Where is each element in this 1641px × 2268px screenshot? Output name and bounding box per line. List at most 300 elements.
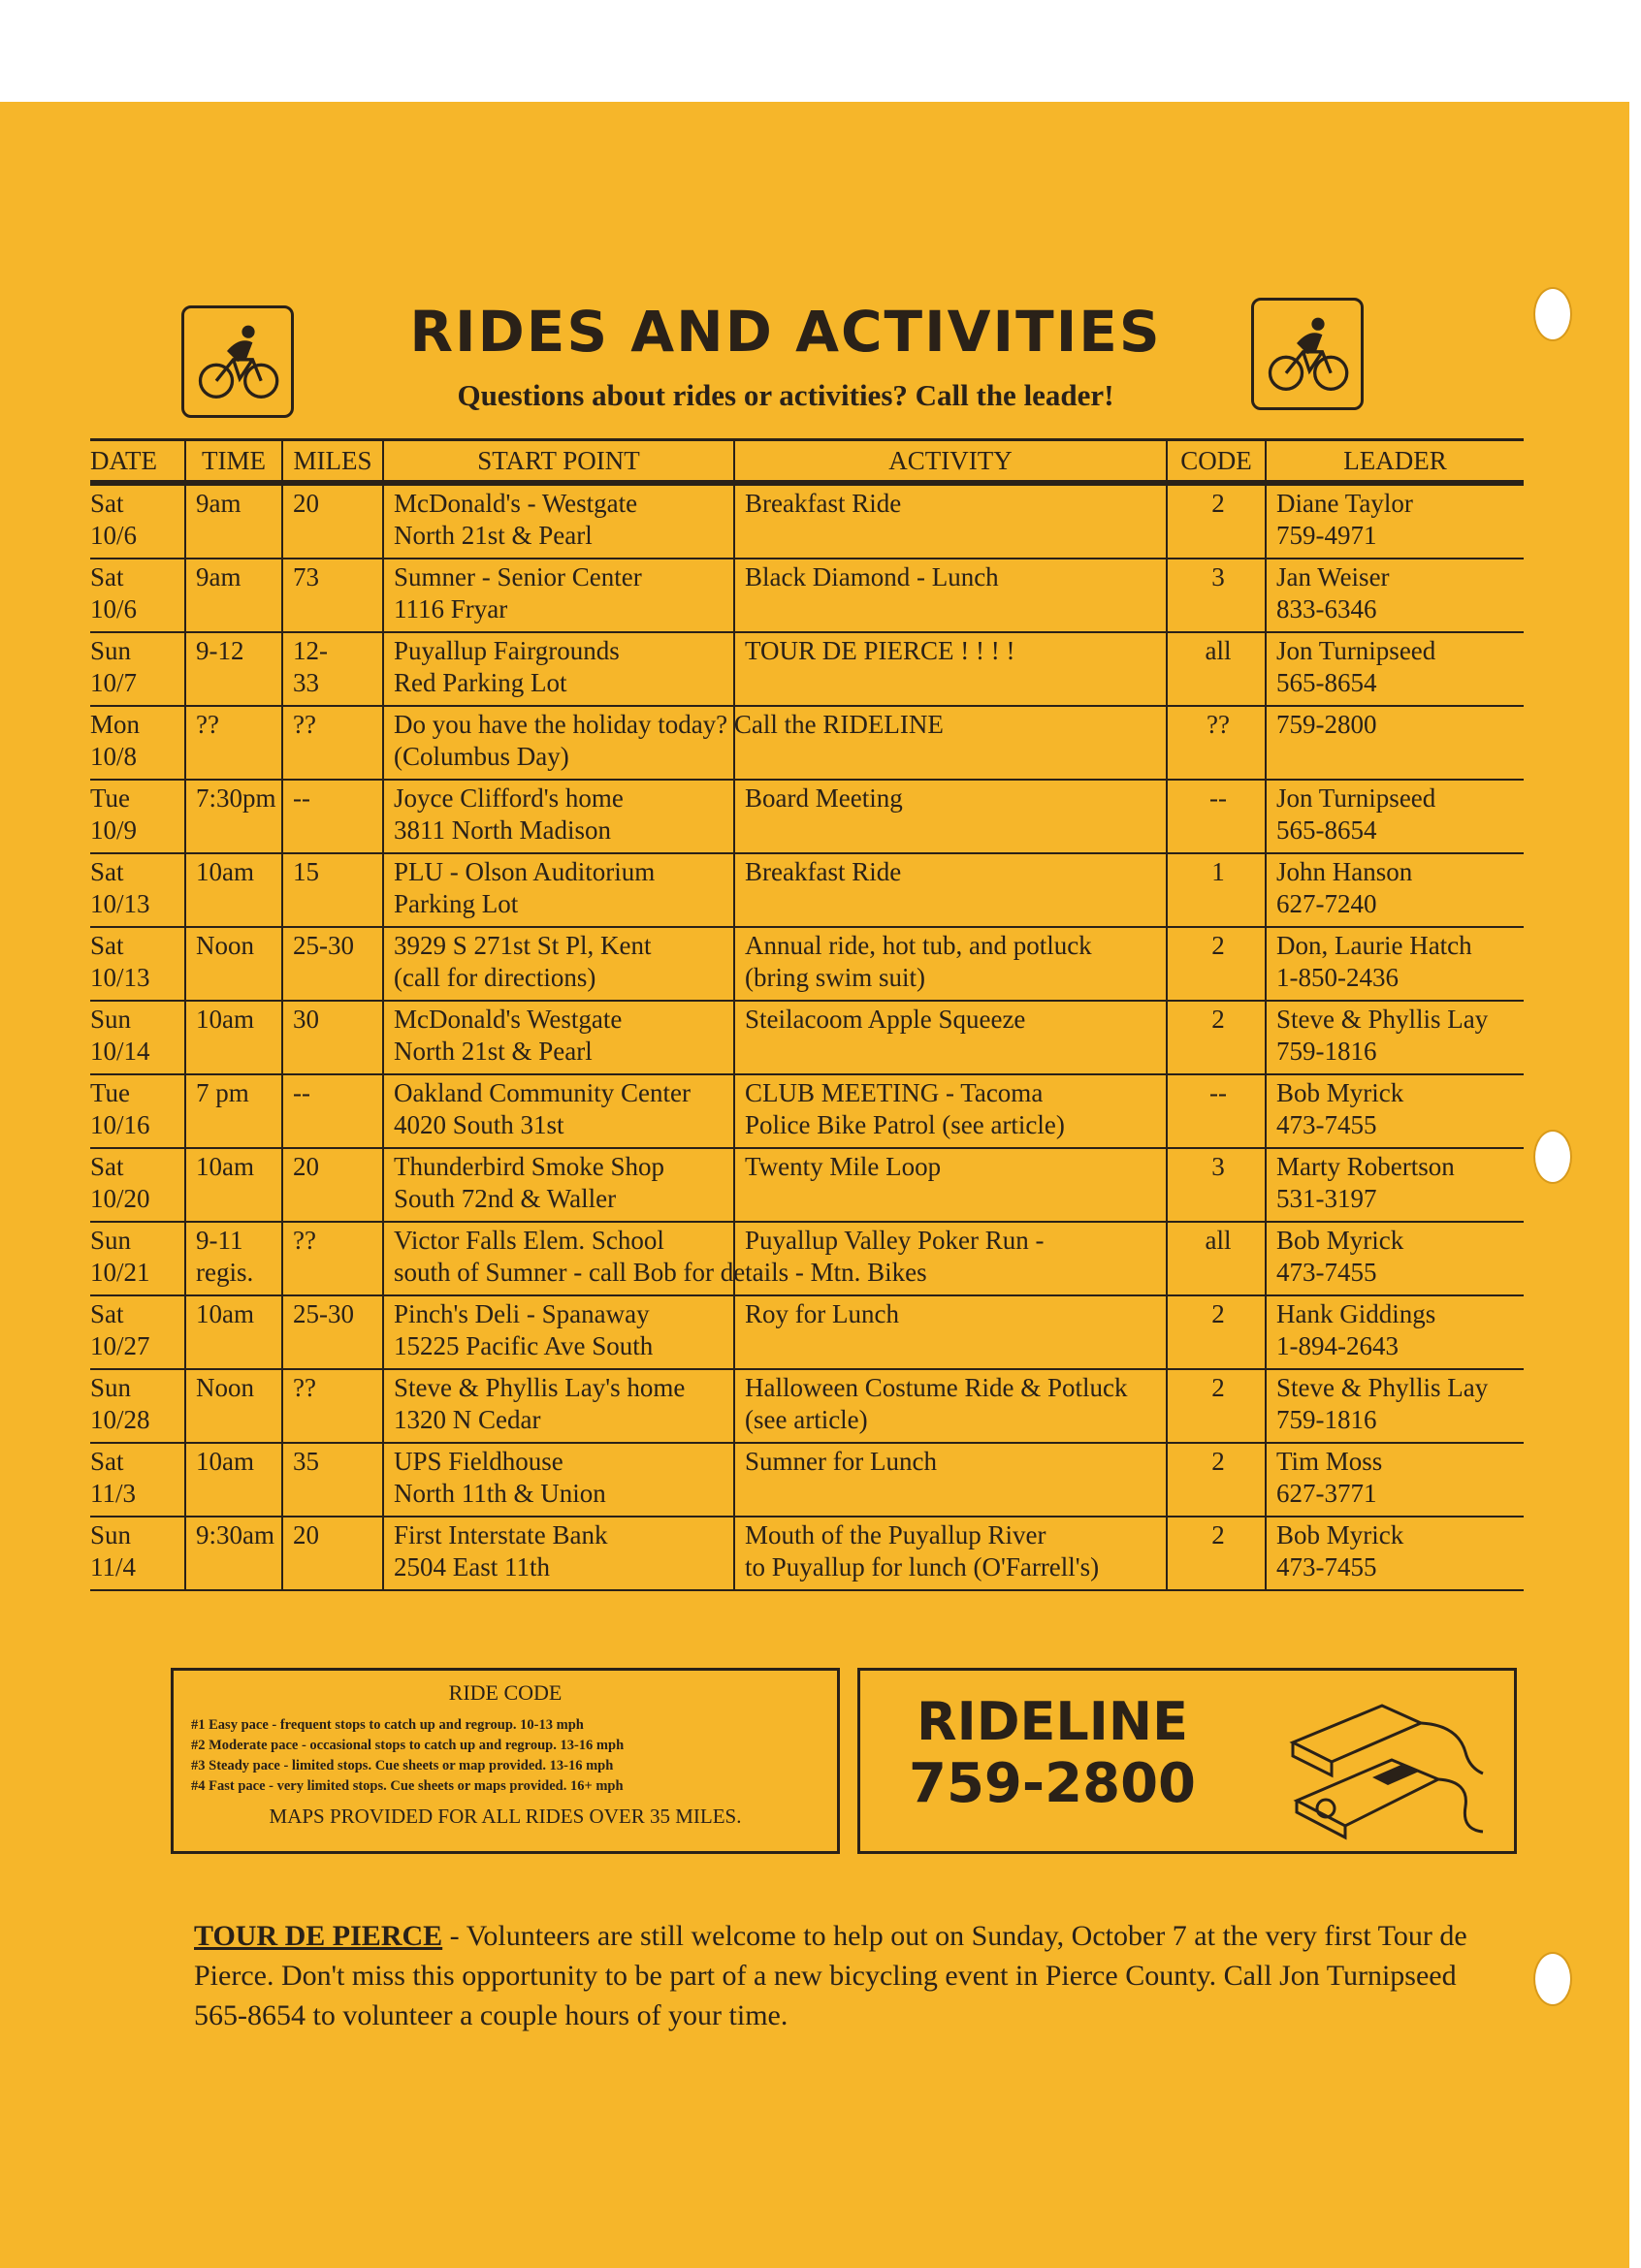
date-cell — [90, 559, 185, 632]
cell-line: Marty Robertson — [1276, 1152, 1455, 1181]
table-row — [90, 1001, 1524, 1074]
cell-line: Pinch's Deli - Spanaway — [394, 1299, 650, 1328]
cell-line: Mouth of the Puyallup River — [745, 1520, 1046, 1549]
cell-line: 10/28 — [90, 1405, 150, 1434]
table-row — [90, 1295, 1524, 1369]
table-row — [90, 632, 1524, 706]
cell-line: Mon — [90, 710, 141, 739]
cell-line: Roy for Lunch — [745, 1299, 899, 1328]
punch-hole — [1533, 1130, 1572, 1184]
table-row — [90, 780, 1524, 853]
leader-cell — [1266, 1001, 1524, 1074]
cyclist-icon — [1251, 298, 1364, 410]
date-cell — [90, 1148, 185, 1222]
cell-line: Sat — [90, 562, 124, 591]
cell-line: First Interstate Bank — [394, 1520, 608, 1549]
table-row — [90, 927, 1524, 1001]
time-cell — [185, 1148, 282, 1222]
cell-line: 1-850-2436 — [1276, 963, 1399, 992]
cell-line: Sun — [90, 1226, 132, 1255]
cell-line: 15225 Pacific Ave South — [394, 1331, 654, 1360]
code-cell — [1167, 1295, 1266, 1369]
table-row — [90, 706, 1524, 780]
activity-cell — [734, 632, 1167, 706]
cell-line: 20 — [293, 1152, 319, 1181]
code-cell — [1167, 706, 1266, 780]
cell-line: Do you have the holiday today? Call the RIDELINE — [394, 710, 944, 739]
leader-cell — [1266, 853, 1524, 927]
cell-line: Puyallup Fairgrounds — [394, 636, 620, 665]
date-cell — [90, 632, 185, 706]
column-header-code: CODE — [1167, 440, 1266, 484]
cell-line: ?? — [1207, 710, 1230, 739]
start-point-cell — [383, 1074, 734, 1148]
cell-line: Joyce Clifford's home — [394, 783, 624, 813]
cell-line: Steve & Phyllis Lay — [1276, 1005, 1489, 1034]
miles-cell — [282, 1517, 383, 1590]
ride-code-item: #4 Fast pace - very limited stops. Cue sheets or maps provided. 16+ mph — [191, 1778, 624, 1794]
cell-line: Thunderbird Smoke Shop — [394, 1152, 664, 1181]
start-point-cell — [383, 483, 734, 559]
cell-line: Tim Moss — [1276, 1447, 1383, 1476]
ride-code-legend — [171, 1668, 840, 1854]
cell-line: 4020 South 31st — [394, 1110, 564, 1139]
start-point-cell — [383, 780, 734, 853]
cell-line: Twenty Mile Loop — [745, 1152, 942, 1181]
cell-line: 1-894-2643 — [1276, 1331, 1399, 1360]
date-cell — [90, 483, 185, 559]
cell-line: Noon — [196, 1373, 254, 1402]
table-row — [90, 483, 1524, 559]
table-row — [90, 1074, 1524, 1148]
date-cell — [90, 1517, 185, 1590]
cell-line: Sun — [90, 636, 132, 665]
cell-line: -- — [1209, 783, 1227, 813]
start-point-cell — [383, 1148, 734, 1222]
leader-cell — [1266, 1074, 1524, 1148]
page-subtitle: Questions about rides or activities? Call the leader! — [457, 378, 1114, 412]
ride-code-title: RIDE CODE — [448, 1680, 563, 1705]
cell-line: 1320 N Cedar — [394, 1405, 541, 1434]
cell-line: 9-12 — [196, 636, 244, 665]
start-point-cell — [383, 1295, 734, 1369]
code-cell — [1167, 559, 1266, 632]
time-cell — [185, 1074, 282, 1148]
cell-line: South 72nd & Waller — [394, 1184, 617, 1213]
cell-line: 35 — [293, 1447, 319, 1476]
cell-line: Black Diamond - Lunch — [745, 562, 999, 591]
cell-line: 10am — [196, 1152, 254, 1181]
cyclist-icon — [181, 305, 294, 418]
cell-line: 9am — [196, 489, 241, 518]
cell-line: 531-3197 — [1276, 1184, 1377, 1213]
cell-line: ?? — [293, 710, 316, 739]
leader-cell — [1266, 1369, 1524, 1443]
activity-cell — [734, 1148, 1167, 1222]
leader-cell — [1266, 632, 1524, 706]
code-cell — [1167, 1517, 1266, 1590]
miles-cell — [282, 1148, 383, 1222]
time-cell — [185, 559, 282, 632]
date-cell — [90, 1443, 185, 1517]
time-cell — [185, 632, 282, 706]
miles-cell — [282, 632, 383, 706]
cell-line: 473-7455 — [1276, 1258, 1377, 1287]
cell-line: 3811 North Madison — [394, 815, 611, 845]
cell-line: 10am — [196, 1447, 254, 1476]
cell-line: regis. — [196, 1258, 254, 1287]
cell-line: 565-8654 — [1276, 668, 1377, 697]
cell-line: Victor Falls Elem. School — [394, 1226, 664, 1255]
miles-cell — [282, 780, 383, 853]
cell-line: Hank Giddings — [1276, 1299, 1436, 1328]
cell-line: all — [1205, 1226, 1232, 1255]
date-cell — [90, 1222, 185, 1295]
activity-cell — [734, 1295, 1167, 1369]
cell-line: 833-6346 — [1276, 594, 1377, 623]
cell-line: Red Parking Lot — [394, 668, 567, 697]
cyclist-icon-graphic — [184, 308, 291, 415]
cell-line: 10/27 — [90, 1331, 150, 1360]
code-cell — [1167, 853, 1266, 927]
ride-code-list — [191, 1715, 837, 1797]
cell-line: 73 — [293, 562, 319, 591]
rideline-number: 759-2800 — [909, 1752, 1196, 1815]
table-row — [90, 1517, 1524, 1590]
cell-line: 15 — [293, 857, 319, 886]
cell-line: Jon Turnipseed — [1276, 783, 1436, 813]
code-cell — [1167, 632, 1266, 706]
cell-line: 7:30pm — [196, 783, 276, 813]
time-cell — [185, 1295, 282, 1369]
cell-line: 10/21 — [90, 1258, 150, 1287]
miles-cell — [282, 1295, 383, 1369]
cell-line: Sat — [90, 931, 124, 960]
cell-line: Bob Myrick — [1276, 1078, 1404, 1107]
cell-line: 473-7455 — [1276, 1552, 1377, 1581]
cell-line: 1 — [1211, 857, 1225, 886]
code-cell — [1167, 927, 1266, 1001]
cell-line: 9am — [196, 562, 241, 591]
activity-cell — [734, 927, 1167, 1001]
cell-line: Breakfast Ride — [745, 857, 902, 886]
cell-line: to Puyallup for lunch (O'Farrell's) — [745, 1552, 1100, 1581]
cell-line: Steve & Phyllis Lay — [1276, 1373, 1489, 1402]
start-point-cell — [383, 853, 734, 927]
start-point-cell — [383, 1369, 734, 1443]
leader-cell — [1266, 1295, 1524, 1369]
table-header-row — [90, 440, 1524, 484]
cell-line: 20 — [293, 489, 319, 518]
cell-line: Diane Taylor — [1276, 489, 1413, 518]
cell-line: Sumner for Lunch — [745, 1447, 937, 1476]
cell-line: 2 — [1211, 1005, 1225, 1034]
cell-line: 10/14 — [90, 1037, 150, 1066]
leader-cell — [1266, 1517, 1524, 1590]
activity-cell — [734, 853, 1167, 927]
cell-line: Board Meeting — [745, 783, 903, 813]
table-row — [90, 1369, 1524, 1443]
leader-cell — [1266, 559, 1524, 632]
time-cell — [185, 927, 282, 1001]
cell-line: CLUB MEETING - Tacoma — [745, 1078, 1044, 1107]
cell-line: North 11th & Union — [394, 1479, 606, 1508]
date-cell — [90, 853, 185, 927]
time-cell — [185, 853, 282, 927]
cyclist-icon-graphic — [1254, 301, 1361, 407]
cell-line: North 21st & Pearl — [394, 521, 593, 550]
rideline-label: RIDELINE — [917, 1691, 1188, 1752]
cell-line: Sun — [90, 1373, 132, 1402]
code-cell — [1167, 1369, 1266, 1443]
cell-line: Halloween Costume Ride & Potluck — [745, 1373, 1128, 1402]
cell-line: Bob Myrick — [1276, 1226, 1404, 1255]
miles-cell — [282, 1222, 383, 1295]
cell-line: John Hanson — [1276, 857, 1413, 886]
column-header-activity: ACTIVITY — [734, 440, 1167, 484]
cell-line: 2 — [1211, 489, 1225, 518]
miles-cell — [282, 1074, 383, 1148]
cell-line: PLU - Olson Auditorium — [394, 857, 656, 886]
activity-cell — [734, 1443, 1167, 1517]
ride-code-footer: MAPS PROVIDED FOR ALL RIDES OVER 35 MILES. — [269, 1805, 742, 1828]
table-row — [90, 1222, 1524, 1295]
date-cell — [90, 1074, 185, 1148]
cell-line: 759-4971 — [1276, 521, 1377, 550]
cell-line: Tue — [90, 1078, 131, 1107]
cell-line: 2 — [1211, 1373, 1225, 1402]
cell-line: 2 — [1211, 1520, 1225, 1549]
activity-cell — [734, 1074, 1167, 1148]
cell-line: 3929 S 271st St Pl, Kent — [394, 931, 652, 960]
cell-line: ?? — [293, 1373, 316, 1402]
activity-cell — [734, 483, 1167, 559]
ride-code-item: #1 Easy pace - frequent stops to catch up and regroup. 10-13 mph — [191, 1717, 584, 1733]
activity-cell — [734, 559, 1167, 632]
cell-line: 10/20 — [90, 1184, 150, 1213]
cell-line: 10/6 — [90, 594, 138, 623]
cell-line: 2 — [1211, 1299, 1225, 1328]
page-title: RIDES AND ACTIVITIES — [409, 299, 1162, 365]
cell-line: Puyallup Valley Poker Run - — [745, 1226, 1045, 1255]
cell-line: 759-1816 — [1276, 1037, 1377, 1066]
cell-line: Sumner - Senior Center — [394, 562, 642, 591]
table-row — [90, 559, 1524, 632]
cell-line: 10/7 — [90, 668, 138, 697]
miles-cell — [282, 927, 383, 1001]
cell-line: 10/6 — [90, 521, 138, 550]
cell-line: 10am — [196, 1299, 254, 1328]
column-header-miles: MILES — [282, 440, 383, 484]
start-point-cell — [383, 927, 734, 1001]
cell-line: 11/4 — [90, 1552, 136, 1581]
time-cell — [185, 706, 282, 780]
cell-line: -- — [293, 1078, 310, 1107]
ride-code-item: #2 Moderate pace - occasional stops to catch up and regroup. 13-16 mph — [191, 1738, 625, 1753]
code-cell — [1167, 780, 1266, 853]
time-cell — [185, 483, 282, 559]
time-cell — [185, 780, 282, 853]
code-cell — [1167, 1001, 1266, 1074]
cell-line: North 21st & Pearl — [394, 1037, 593, 1066]
miles-cell — [282, 853, 383, 927]
miles-cell — [282, 706, 383, 780]
cell-line: 2 — [1211, 1447, 1225, 1476]
cell-line: (Columbus Day) — [394, 742, 569, 771]
date-cell — [90, 1369, 185, 1443]
cell-line: Jon Turnipseed — [1276, 636, 1436, 665]
cell-line: Police Bike Patrol (see article) — [745, 1110, 1065, 1139]
cell-line: 10am — [196, 1005, 254, 1034]
column-header-leader: LEADER — [1266, 440, 1524, 484]
start-point-cell — [383, 632, 734, 706]
code-cell — [1167, 1074, 1266, 1148]
cell-line: -- — [293, 783, 310, 813]
column-header-date: DATE — [90, 440, 185, 484]
cell-line: Annual ride, hot tub, and potluck — [745, 931, 1092, 960]
cell-line: 25-30 — [293, 931, 354, 960]
code-cell — [1167, 1443, 1266, 1517]
tour-heading: TOUR DE PIERCE — [194, 1920, 443, 1952]
cell-line: (see article) — [745, 1405, 868, 1434]
leader-cell — [1266, 1148, 1524, 1222]
time-cell — [185, 1443, 282, 1517]
cell-line: 7 pm — [196, 1078, 249, 1107]
cell-line: Sat — [90, 489, 124, 518]
column-header-time: TIME — [185, 440, 282, 484]
cell-line: 627-7240 — [1276, 889, 1377, 918]
cell-line: 565-8654 — [1276, 815, 1377, 845]
table-row — [90, 853, 1524, 927]
activity-cell — [734, 780, 1167, 853]
date-cell — [90, 706, 185, 780]
cell-line: 3 — [1211, 1152, 1225, 1181]
cell-line: Sat — [90, 1447, 124, 1476]
cell-line: 12- — [293, 636, 328, 665]
table-row — [90, 1148, 1524, 1222]
cell-line: McDonald's - Westgate — [394, 489, 638, 518]
cell-line: 473-7455 — [1276, 1110, 1377, 1139]
cell-line: Steve & Phyllis Lay's home — [394, 1373, 686, 1402]
cell-line: 20 — [293, 1520, 319, 1549]
code-cell — [1167, 1148, 1266, 1222]
date-cell — [90, 1295, 185, 1369]
cell-line: Steilacoom Apple Squeeze — [745, 1005, 1026, 1034]
cell-line: 25-30 — [293, 1299, 354, 1328]
punch-hole — [1533, 1952, 1572, 2006]
cell-line: Sat — [90, 1152, 124, 1181]
cell-line: 10/13 — [90, 963, 150, 992]
cell-line: 11/3 — [90, 1479, 136, 1508]
cell-line: UPS Fieldhouse — [394, 1447, 563, 1476]
time-cell — [185, 1369, 282, 1443]
cell-line: (call for directions) — [394, 963, 596, 992]
cell-line: Sun — [90, 1520, 132, 1549]
leader-cell — [1266, 927, 1524, 1001]
cell-line: 627-3771 — [1276, 1479, 1377, 1508]
start-point-cell — [383, 1001, 734, 1074]
punch-hole — [1533, 287, 1572, 341]
rides-table — [90, 438, 1524, 1591]
start-point-cell — [383, 1517, 734, 1590]
tour-de-pierce-notice — [194, 1916, 1494, 2035]
cell-line: 10/13 — [90, 889, 150, 918]
cell-line: 2 — [1211, 931, 1225, 960]
cell-line: 9:30am — [196, 1520, 274, 1549]
ride-code-item: #3 Steady pace - limited stops. Cue sheets or map provided. 13-16 mph — [191, 1758, 614, 1773]
telephone-icon — [1275, 1684, 1498, 1847]
code-cell — [1167, 1222, 1266, 1295]
column-header-start-point: START POINT — [383, 440, 734, 484]
cell-line: 3 — [1211, 562, 1225, 591]
cell-line: Breakfast Ride — [745, 489, 902, 518]
cell-line: Sat — [90, 857, 124, 886]
cell-line: 1116 Fryar — [394, 594, 508, 623]
cell-line: Parking Lot — [394, 889, 519, 918]
cell-line: McDonald's Westgate — [394, 1005, 623, 1034]
cell-line: 759-2800 — [1276, 710, 1377, 739]
cell-line: Oakland Community Center — [394, 1078, 691, 1107]
cell-line: (bring swim suit) — [745, 963, 925, 992]
cell-line: Tue — [90, 783, 131, 813]
tour-body: - Volunteers are still welcome to help out on Sunday, October 7 at the very first Tour de Pierce. Don't miss this opportunity to be part of a new bicycling event in Pierce County. Call Jon Turnipseed 565-8654 to volunteer a couple hours of your time. — [194, 1920, 1467, 2031]
cell-line: Sun — [90, 1005, 132, 1034]
cell-line: south of Sumner - call Bob for details - Mtn. Bikes — [394, 1258, 927, 1287]
time-cell — [185, 1222, 282, 1295]
cell-line: Sat — [90, 1299, 124, 1328]
miles-cell — [282, 1443, 383, 1517]
leader-cell — [1266, 1222, 1524, 1295]
cell-line: Don, Laurie Hatch — [1276, 931, 1472, 960]
cell-line: 2504 East 11th — [394, 1552, 550, 1581]
cell-line: Jan Weiser — [1276, 562, 1390, 591]
cell-line: 9-11 — [196, 1226, 243, 1255]
activity-cell — [734, 1517, 1167, 1590]
cell-line: 30 — [293, 1005, 319, 1034]
leader-cell — [1266, 483, 1524, 559]
cell-line: TOUR DE PIERCE ! ! ! ! — [745, 636, 1015, 665]
leader-cell — [1266, 780, 1524, 853]
date-cell — [90, 1001, 185, 1074]
miles-cell — [282, 1001, 383, 1074]
start-point-cell — [383, 1443, 734, 1517]
rides-table-body — [90, 483, 1524, 1590]
miles-cell — [282, 559, 383, 632]
table-row — [90, 1443, 1524, 1517]
cell-line: -- — [1209, 1078, 1227, 1107]
miles-cell — [282, 483, 383, 559]
leader-cell — [1266, 1443, 1524, 1517]
leader-cell — [1266, 706, 1524, 780]
miles-cell — [282, 1369, 383, 1443]
cell-line: Noon — [196, 931, 254, 960]
code-cell — [1167, 483, 1266, 559]
date-cell — [90, 927, 185, 1001]
cell-line: Bob Myrick — [1276, 1520, 1404, 1549]
cell-line: 33 — [293, 668, 319, 697]
cell-line: 759-1816 — [1276, 1405, 1377, 1434]
start-point-cell — [383, 559, 734, 632]
activity-cell — [734, 1369, 1167, 1443]
cell-line: 10/8 — [90, 742, 138, 771]
activity-cell — [734, 1001, 1167, 1074]
start-point-cell — [383, 706, 944, 780]
cell-line: 10/9 — [90, 815, 138, 845]
rideline-box — [857, 1668, 1517, 1854]
cell-line: 10am — [196, 857, 254, 886]
time-cell — [185, 1517, 282, 1590]
cell-line: ?? — [293, 1226, 316, 1255]
